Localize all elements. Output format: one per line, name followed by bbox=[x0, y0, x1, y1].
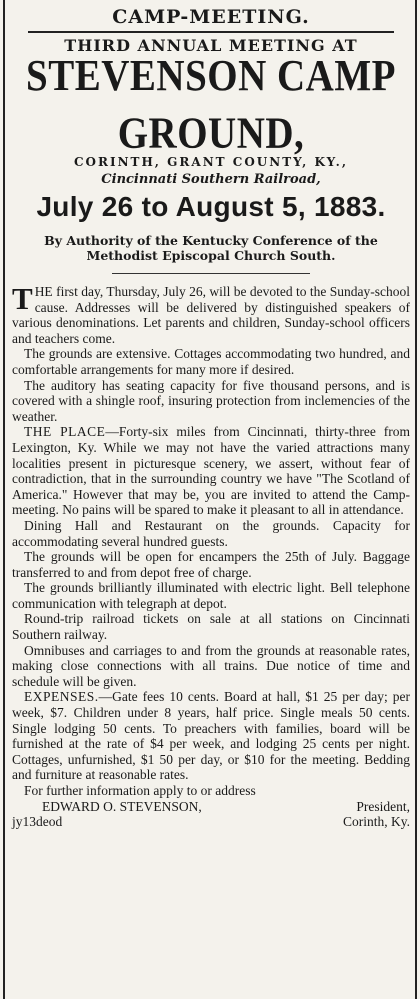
paragraph-place bbox=[12, 424, 410, 518]
section-rule bbox=[112, 273, 310, 274]
location-line: CORINTH, GRANT COUNTY, KY., bbox=[73, 155, 348, 169]
right-column-rule bbox=[415, 0, 417, 999]
paragraph-auditory: The auditory has seating capacity for five thousand persons, and is covered with a shingle roof, insuring protection from inclemencies of the weather. bbox=[12, 377, 410, 424]
signature-name: EDWARD O. STEVENSON, bbox=[42, 798, 202, 814]
paragraph-sunday-school bbox=[12, 281, 410, 346]
signature-place: Corinth, Ky. bbox=[343, 814, 410, 830]
paragraph-tickets: Round-trip railroad tickets on sale at all stations on Cincinnati Southern railway. bbox=[12, 611, 410, 643]
header-rule bbox=[28, 31, 394, 33]
left-column-rule bbox=[3, 0, 5, 999]
paragraph-text: —Forty-six miles from Cincinnati, thirty-three from Lexington, Ky. While we may not have the varied attractions many localities present in picturesque scenery, we assert, without fear of contradiction, that in the surrounding country we have "The Scotland of America." However that may be, you are invited to attend the Camp-meeting. No pains will be spared to make it pleasant to all in attendance. bbox=[12, 424, 411, 518]
paragraph-lead: THE PLACE bbox=[24, 424, 106, 440]
signature-line-1 bbox=[12, 799, 410, 815]
paragraph-contact: For further information apply to or address bbox=[24, 783, 256, 798]
paragraph-electric-light: The grounds brilliantly illuminated with electric light. Bell telephone communication with telegraph at depot. bbox=[12, 580, 410, 611]
kicker-heading: CAMP-MEETING. bbox=[112, 6, 310, 28]
paragraph-grounds: The grounds are extensive. Cottages accommodating two hundred, and comfortable arrangements for many more if desired. bbox=[12, 346, 410, 377]
paragraph-dining: Dining Hall and Restaurant on the grounds. Capacity for accommodating several hundred guests. bbox=[12, 517, 410, 549]
railroad-line: Cincinnati Southern Railroad, bbox=[101, 172, 321, 187]
dates-heading: July 26 to August 5, 1883. bbox=[36, 191, 386, 222]
paragraph-lead: EXPENSES. bbox=[24, 689, 99, 705]
paragraph-text: HE first day, Thursday, July 26, will be devoted to the Sunday-school cause. Addresses will be delivered by distinguished speakers of various denominations. Let parents and children, Sunday-school officers and teachers come. bbox=[12, 284, 410, 346]
subtitle-heading: THIRD ANNUAL MEETING AT bbox=[64, 36, 358, 55]
paragraph-encampers: The grounds will be open for encampers the 25th of July. Baggage transferred to and from depot free of charge. bbox=[12, 549, 410, 580]
drop-cap: T bbox=[12, 281, 33, 316]
paragraph-omnibuses: Omnibuses and carriages to and from the grounds at reasonable rates, making close connections with all trains. Due notice of time and schedule will be given. bbox=[12, 642, 410, 689]
paragraph-expenses bbox=[12, 689, 410, 783]
paragraph-text: —Gate fees 10 cents. Board at hall, $1 25 per day; per week, $7. Children under 8 years, half price. Single meals 50 cents. Single lodging 50 cents. To preachers with families, board will be furnished at the rate of $4 per week, and lodging 25 cents per night. Cottages, unfurnished, $1 50 per day, or $10 for the meeting. Bedding and furniture at reasonable rates. bbox=[12, 689, 410, 783]
authority-line: By Authority of the Kentucky Conference of the Methodist Episcopal Church South. bbox=[44, 233, 378, 263]
article-body bbox=[12, 281, 411, 830]
insertion-code: jy13deod bbox=[12, 814, 63, 830]
signature-line-2 bbox=[12, 814, 410, 830]
header bbox=[12, 6, 410, 223]
signature-role: President, bbox=[356, 798, 410, 814]
main-title: STEVENSON CAMP GROUND, bbox=[26, 50, 396, 158]
